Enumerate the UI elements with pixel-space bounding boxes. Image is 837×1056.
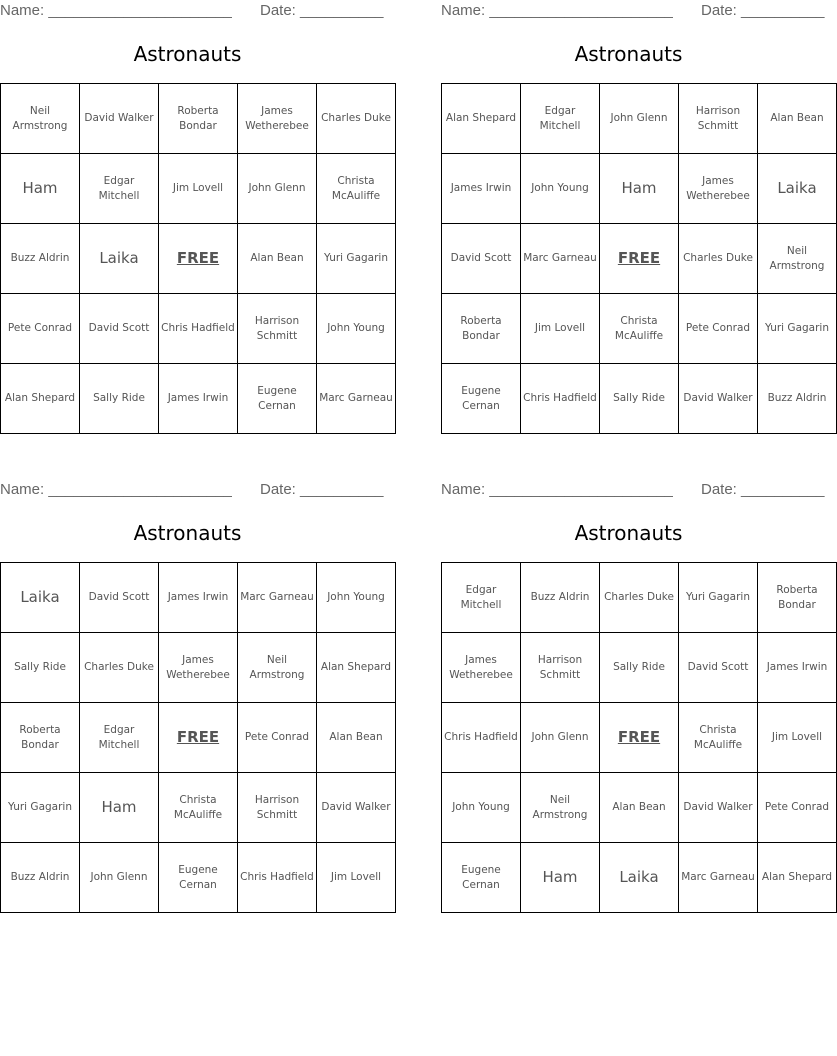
name-field-label: Name: ______________________: [0, 2, 232, 19]
bingo-cell: Roberta Bondar: [1, 703, 80, 773]
card-title: Astronauts: [133, 42, 242, 66]
bingo-cell: John Young: [317, 563, 396, 633]
bingo-cell: James Wetherebee: [679, 154, 758, 224]
card-header: [0, 2, 384, 20]
bingo-cell: Yuri Gagarin: [758, 294, 837, 364]
bingo-cell: Eugene Cernan: [442, 364, 521, 434]
bingo-cell: Alan Shepard: [1, 364, 80, 434]
bingo-cell: Jim Lovell: [317, 843, 396, 913]
bingo-cell: John Young: [521, 154, 600, 224]
bingo-row: [442, 84, 837, 154]
bingo-cell: David Scott: [679, 633, 758, 703]
bingo-cell: Marc Garneau: [238, 563, 317, 633]
bingo-cell: Alan Bean: [238, 224, 317, 294]
bingo-cell: Neil Armstrong: [521, 773, 600, 843]
bingo-cell: Yuri Gagarin: [679, 563, 758, 633]
bingo-cell: Ham: [80, 773, 159, 843]
bingo-cell: Christa McAuliffe: [159, 773, 238, 843]
bingo-row: [442, 703, 837, 773]
bingo-cell: John Glenn: [80, 843, 159, 913]
bingo-cell: Marc Garneau: [679, 843, 758, 913]
date-field-label: Date: __________: [701, 2, 825, 19]
bingo-card-1: [0, 0, 393, 435]
bingo-cell: Alan Bean: [600, 773, 679, 843]
bingo-cell: Charles Duke: [679, 224, 758, 294]
bingo-card-4: [441, 479, 833, 914]
bingo-cell: Alan Bean: [317, 703, 396, 773]
bingo-cell: James Wetherebee: [442, 633, 521, 703]
bingo-row: [442, 224, 837, 294]
card-header: [441, 2, 825, 20]
bingo-cell: Sally Ride: [80, 364, 159, 434]
bingo-cell: David Walker: [679, 364, 758, 434]
bingo-cell: David Walker: [80, 84, 159, 154]
bingo-row: [442, 364, 837, 434]
bingo-cell: Ham: [1, 154, 80, 224]
bingo-cell: James Irwin: [758, 633, 837, 703]
free-space-cell: FREE: [600, 703, 679, 773]
bingo-cell: Christa McAuliffe: [600, 294, 679, 364]
bingo-row: [1, 84, 396, 154]
bingo-cell: James Irwin: [159, 563, 238, 633]
bingo-cell: Buzz Aldrin: [758, 364, 837, 434]
bingo-row: [1, 154, 396, 224]
bingo-cell: Edgar Mitchell: [80, 154, 159, 224]
bingo-cell: Neil Armstrong: [758, 224, 837, 294]
bingo-cell: Harrison Schmitt: [238, 294, 317, 364]
bingo-grid: [0, 83, 396, 434]
bingo-cell: Alan Bean: [758, 84, 837, 154]
bingo-cell: David Scott: [442, 224, 521, 294]
bingo-grid: [441, 562, 837, 913]
card-header: [0, 481, 384, 499]
bingo-cell: Charles Duke: [80, 633, 159, 703]
bingo-cell: David Scott: [80, 294, 159, 364]
bingo-cell: Roberta Bondar: [442, 294, 521, 364]
bingo-cell: Pete Conrad: [1, 294, 80, 364]
bingo-row: [442, 154, 837, 224]
bingo-cell: John Young: [442, 773, 521, 843]
bingo-grid: [441, 83, 837, 434]
bingo-cell: John Glenn: [238, 154, 317, 224]
bingo-row: [442, 294, 837, 364]
bingo-cell: Eugene Cernan: [238, 364, 317, 434]
bingo-cell: Chris Hadfield: [159, 294, 238, 364]
bingo-row: [442, 633, 837, 703]
bingo-row: [1, 364, 396, 434]
card-title: Astronauts: [574, 521, 683, 545]
bingo-cell: Roberta Bondar: [758, 563, 837, 633]
bingo-cell: Buzz Aldrin: [1, 843, 80, 913]
bingo-cell: Eugene Cernan: [159, 843, 238, 913]
bingo-cell: Chris Hadfield: [521, 364, 600, 434]
free-space-cell: FREE: [159, 703, 238, 773]
bingo-cell: Marc Garneau: [317, 364, 396, 434]
name-field-label: Name: ______________________: [0, 481, 232, 498]
bingo-cell: Harrison Schmitt: [679, 84, 758, 154]
bingo-cell: Ham: [600, 154, 679, 224]
bingo-cell: Alan Shepard: [442, 84, 521, 154]
bingo-cell: Chris Hadfield: [442, 703, 521, 773]
bingo-row: [1, 703, 396, 773]
bingo-cell: Laika: [600, 843, 679, 913]
bingo-cell: Edgar Mitchell: [80, 703, 159, 773]
card-title: Astronauts: [574, 42, 683, 66]
bingo-row: [1, 773, 396, 843]
bingo-cell: David Walker: [317, 773, 396, 843]
date-field-label: Date: __________: [260, 481, 384, 498]
bingo-cell: Christa McAuliffe: [317, 154, 396, 224]
card-title: Astronauts: [133, 521, 242, 545]
bingo-cell: John Young: [317, 294, 396, 364]
bingo-cell: David Walker: [679, 773, 758, 843]
bingo-cell: Pete Conrad: [679, 294, 758, 364]
bingo-row: [1, 633, 396, 703]
bingo-cell: Christa McAuliffe: [679, 703, 758, 773]
bingo-cell: Neil Armstrong: [238, 633, 317, 703]
bingo-cell: Sally Ride: [1, 633, 80, 703]
date-field-label: Date: __________: [260, 2, 384, 19]
bingo-cell: Alan Shepard: [758, 843, 837, 913]
bingo-row: [442, 563, 837, 633]
bingo-cell: David Scott: [80, 563, 159, 633]
bingo-cell: James Wetherebee: [159, 633, 238, 703]
bingo-cell: James Irwin: [442, 154, 521, 224]
bingo-cell: Neil Armstrong: [1, 84, 80, 154]
name-field-label: Name: ______________________: [441, 481, 673, 498]
bingo-cell: Chris Hadfield: [238, 843, 317, 913]
bingo-cell: Edgar Mitchell: [521, 84, 600, 154]
bingo-cell: Pete Conrad: [758, 773, 837, 843]
bingo-cell: Edgar Mitchell: [442, 563, 521, 633]
bingo-cell: Ham: [521, 843, 600, 913]
bingo-cell: Sally Ride: [600, 364, 679, 434]
bingo-cell: James Wetherebee: [238, 84, 317, 154]
bingo-cell: Marc Garneau: [521, 224, 600, 294]
bingo-grid: [0, 562, 396, 913]
card-header: [441, 481, 825, 499]
bingo-cell: Alan Shepard: [317, 633, 396, 703]
bingo-cell: Buzz Aldrin: [1, 224, 80, 294]
bingo-card-2: [441, 0, 829, 435]
date-field-label: Date: __________: [701, 481, 825, 498]
bingo-cell: Laika: [1, 563, 80, 633]
bingo-cell: Jim Lovell: [159, 154, 238, 224]
bingo-row: [1, 224, 396, 294]
bingo-cell: Harrison Schmitt: [521, 633, 600, 703]
bingo-cell: Pete Conrad: [238, 703, 317, 773]
bingo-cell: Jim Lovell: [521, 294, 600, 364]
bingo-cell: Eugene Cernan: [442, 843, 521, 913]
bingo-cell: Charles Duke: [317, 84, 396, 154]
bingo-cell: Laika: [758, 154, 837, 224]
bingo-row: [1, 843, 396, 913]
bingo-cell: James Irwin: [159, 364, 238, 434]
bingo-cell: Sally Ride: [600, 633, 679, 703]
bingo-cell: John Glenn: [521, 703, 600, 773]
bingo-row: [442, 773, 837, 843]
bingo-card-3: [0, 479, 392, 914]
free-space-cell: FREE: [159, 224, 238, 294]
bingo-cell: Jim Lovell: [758, 703, 837, 773]
bingo-cell: John Glenn: [600, 84, 679, 154]
bingo-cell: Harrison Schmitt: [238, 773, 317, 843]
free-space-cell: FREE: [600, 224, 679, 294]
bingo-cell: Charles Duke: [600, 563, 679, 633]
bingo-cell: Roberta Bondar: [159, 84, 238, 154]
bingo-row: [1, 563, 396, 633]
bingo-row: [442, 843, 837, 913]
bingo-cell: Laika: [80, 224, 159, 294]
bingo-row: [1, 294, 396, 364]
bingo-cell: Buzz Aldrin: [521, 563, 600, 633]
bingo-cell: Yuri Gagarin: [317, 224, 396, 294]
name-field-label: Name: ______________________: [441, 2, 673, 19]
bingo-cell: Yuri Gagarin: [1, 773, 80, 843]
